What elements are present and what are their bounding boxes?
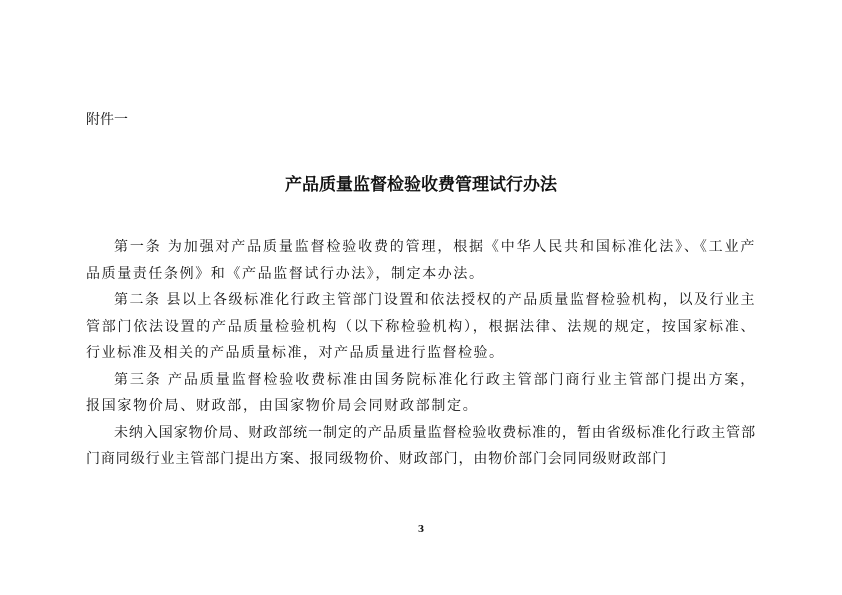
- attachment-label: 附件一: [86, 112, 128, 128]
- document-title: 产品质量监督检验收费管理试行办法: [285, 175, 557, 195]
- paragraph-article-2: 第二条 县以上各级标准化行政主管部门设置和依法授权的产品质量监督检验机构，以及行业主管部门依法设置的产品质量检验机构（以下称检验机构），根据法律、法规的规定，按国家标准、行业标准及相关的产品质量标准，对产品质量进行监督检验。: [86, 292, 756, 361]
- paragraph-article-1: 第一条 为加强对产品质量监督检验收费的管理，根据《中华人民共和国标准化法》、《工业产品质量责任条例》和《产品监督试行办法》，制定本办法。: [86, 239, 756, 282]
- document-body: [86, 234, 756, 473]
- paragraph-article-3: 第三条 产品质量监督检验收费标准由国务院标准化行政主管部门商行业主管部门提出方案，报国家物价局、财政部，由国家物价局会同财政部制定。: [86, 371, 756, 414]
- page-number: 3: [417, 525, 425, 535]
- paragraph-article-3-continued: 未纳入国家物价局、财政部统一制定的产品质量监督检验收费标准的，暂由省级标准化行政主管部门商同级行业主管部门提出方案、报同级物价、财政部门，由物价部门会同同级财政部门: [86, 424, 756, 467]
